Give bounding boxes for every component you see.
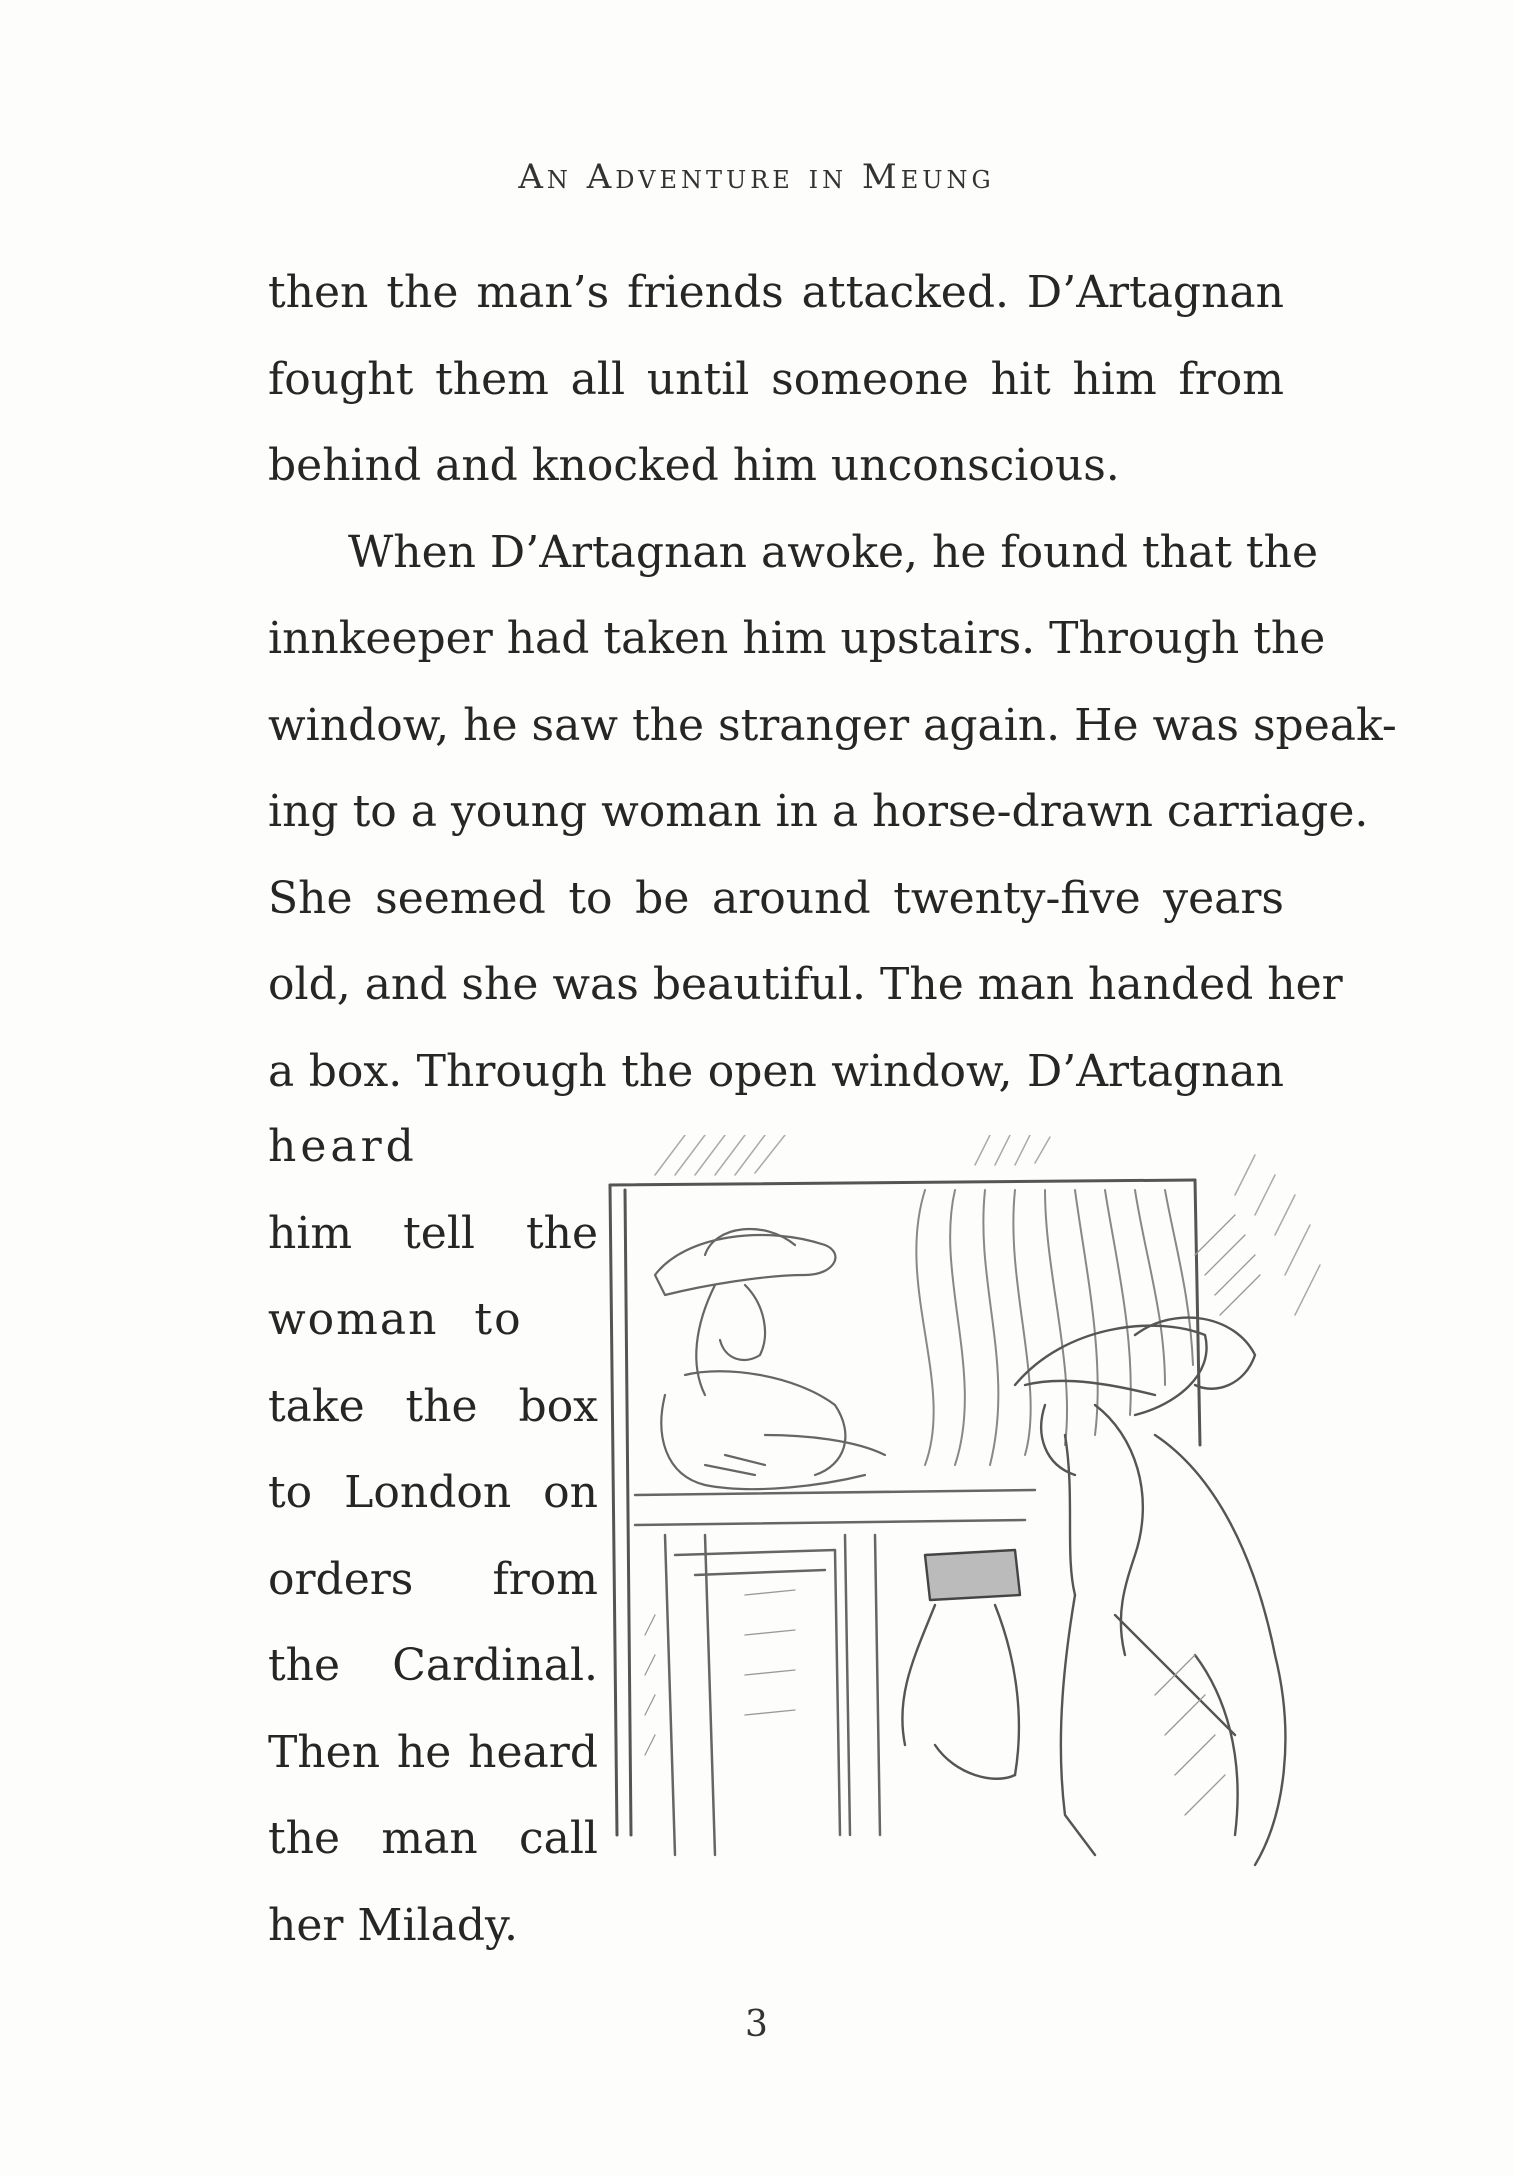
text-line: innkeeper had taken him upstairs. Through the (268, 613, 1326, 664)
text-line: a box. Through the open window, D’Artagnan (268, 1045, 1284, 1097)
wrapped-text-column (268, 1104, 598, 1969)
text-line: fought them all until someone hit him from (268, 353, 1284, 405)
text-line: the Cardinal. (268, 1640, 598, 1691)
pencil-illustration (595, 1135, 1345, 1935)
text-line: orders from (268, 1553, 598, 1605)
text-line: ing to a young woman in a horse-drawn carriage. (268, 786, 1369, 837)
curtain (916, 1190, 1193, 1465)
text-line: then the man’s friends attacked. D’Artagnan (268, 267, 1284, 318)
text-line: him tell the (268, 1207, 598, 1259)
text-line: old, and she was beautiful. The man handed her (268, 959, 1343, 1010)
text-line: woman to (268, 1294, 523, 1345)
woman-figure (655, 1229, 885, 1489)
shading (645, 1215, 1260, 1815)
text-line: take the box (268, 1380, 598, 1432)
text-line: When D’Artagnan awoke, he found that the (348, 526, 1318, 578)
page-number: 3 (745, 2004, 768, 2045)
window-frame (610, 1180, 1200, 1835)
text-line: window, he saw the stranger again. He was speak- (268, 699, 1397, 751)
text-line: to London on (268, 1467, 598, 1518)
running-head: An Adventure in Meung (518, 157, 995, 197)
body-text (268, 250, 1397, 1115)
text-line: Then he heard (268, 1726, 598, 1778)
man-figure (902, 1318, 1285, 1865)
text-line: her Milady. (268, 1899, 518, 1951)
text-line: behind and knocked him unconscious. (268, 440, 1120, 491)
text-line: She seemed to be around twenty-five years (268, 872, 1284, 924)
carriage-door (635, 1490, 1035, 1855)
text-line: heard (268, 1121, 418, 1172)
text-line: the man call (268, 1813, 598, 1864)
